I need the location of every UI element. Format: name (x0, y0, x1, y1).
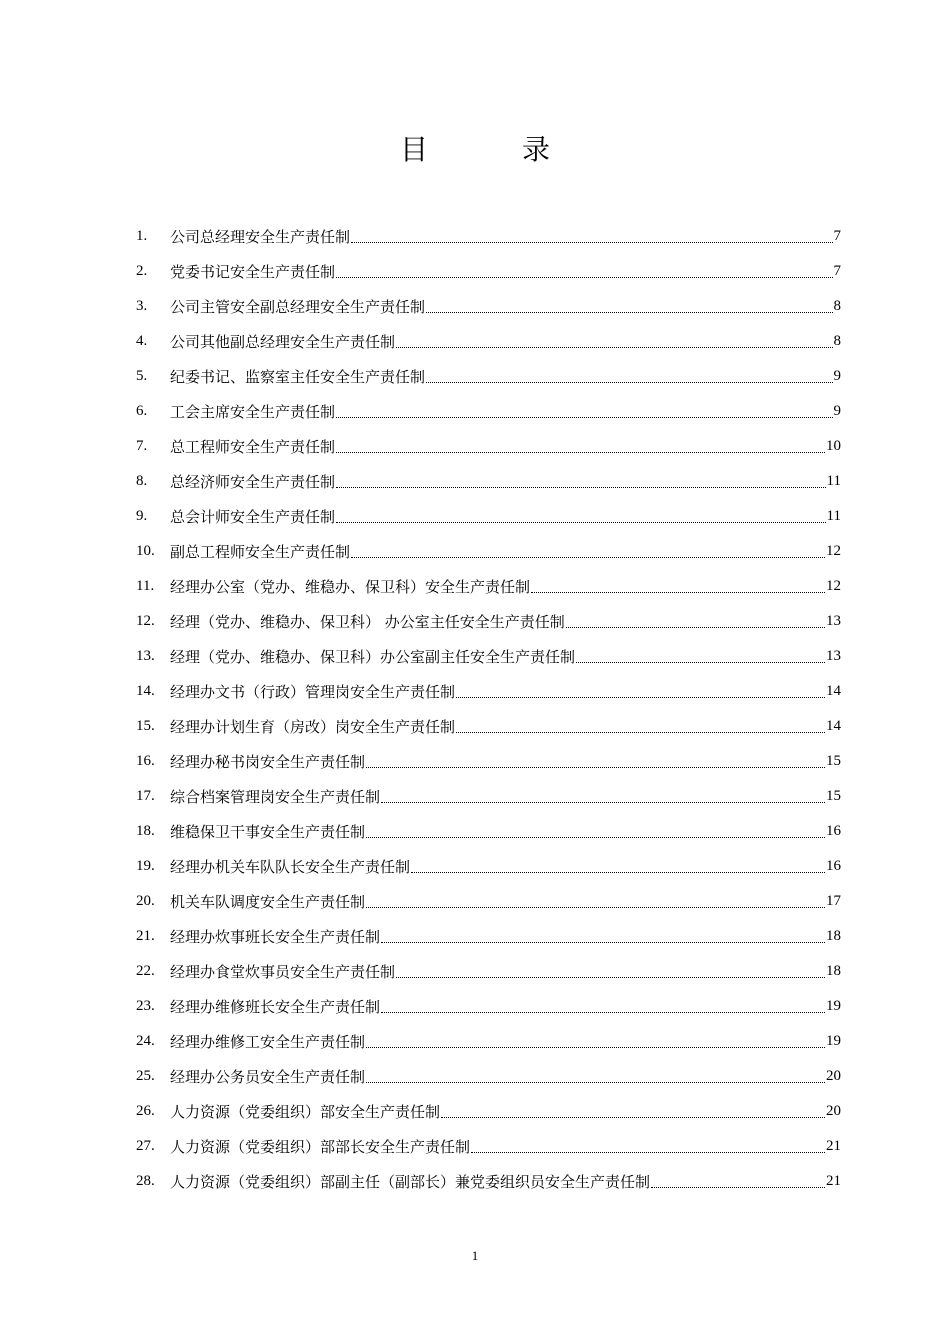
toc-entry-page: 9 (833, 368, 841, 384)
toc-dot-leader (336, 464, 826, 499)
toc-entry[interactable] (136, 359, 841, 394)
toc-entry-number: 16. (136, 753, 155, 769)
toc-dot-leader (566, 604, 825, 639)
toc-entry-number: 17. (136, 788, 155, 804)
toc-entry-title: 经理（党办、维稳办、保卫科）办公室副主任安全生产责任制 (170, 648, 576, 666)
toc-entry[interactable] (136, 884, 841, 919)
toc-dot-leader (381, 779, 825, 814)
toc-entry-number: 13. (136, 648, 155, 664)
toc-entry[interactable] (136, 254, 841, 289)
toc-entry-title: 经理（党办、维稳办、保卫科） 办公室主任安全生产责任制 (170, 613, 565, 631)
toc-entry-number: 22. (136, 963, 155, 979)
toc-entry[interactable] (136, 499, 841, 534)
toc-entry-page: 14 (826, 683, 841, 699)
toc-entry-title: 公司其他副总经理安全生产责任制 (170, 333, 396, 351)
toc-entry-page: 13 (826, 613, 841, 629)
toc-entry-page: 14 (826, 718, 841, 734)
toc-entry[interactable] (136, 1129, 841, 1164)
toc-dot-leader (651, 1164, 825, 1199)
toc-entry[interactable] (136, 954, 841, 989)
toc-dot-leader (351, 219, 832, 254)
toc-entry[interactable] (136, 814, 841, 849)
toc-entry-number: 6. (136, 403, 148, 419)
toc-entry[interactable] (136, 324, 841, 359)
toc-dot-leader (456, 674, 825, 709)
toc-entry-title: 公司总经理安全生产责任制 (170, 228, 351, 246)
toc-entry-page: 21 (826, 1138, 841, 1154)
toc-entry-page: 7 (833, 228, 841, 244)
toc-entry-title: 副总工程师安全生产责任制 (170, 543, 351, 561)
toc-entry-page: 16 (826, 823, 841, 839)
toc-entry-number: 21. (136, 928, 155, 944)
toc-entry-page: 17 (826, 893, 841, 909)
toc-entry-title: 工会主席安全生产责任制 (170, 403, 336, 421)
toc-title-right: 录 (522, 133, 551, 166)
toc-entry-number: 14. (136, 683, 155, 699)
toc-entry-number: 1. (136, 228, 148, 244)
toc-entry-title: 经理办维修班长安全生产责任制 (170, 998, 381, 1016)
toc-entry-title: 经理办秘书岗安全生产责任制 (170, 753, 366, 771)
toc-entry-title: 总会计师安全生产责任制 (170, 508, 336, 526)
toc-dot-leader (576, 639, 825, 674)
toc-title-left: 目 (399, 133, 428, 166)
toc-entry[interactable] (136, 569, 841, 604)
table-of-contents (136, 219, 841, 1199)
toc-entry-page: 19 (826, 1033, 841, 1049)
toc-entry-page: 10 (826, 438, 841, 454)
toc-entry-number: 4. (136, 333, 148, 349)
toc-entry[interactable] (136, 1059, 841, 1094)
toc-entry-page: 11 (826, 473, 841, 489)
toc-entry[interactable] (136, 289, 841, 324)
toc-entry-title: 纪委书记、监察室主任安全生产责任制 (170, 368, 426, 386)
toc-entry[interactable] (136, 779, 841, 814)
toc-dot-leader (381, 919, 825, 954)
toc-entry[interactable] (136, 394, 841, 429)
toc-entry-number: 28. (136, 1173, 155, 1189)
toc-entry[interactable] (136, 674, 841, 709)
toc-entry-number: 20. (136, 893, 155, 909)
toc-entry-page: 15 (826, 788, 841, 804)
toc-entry-page: 11 (826, 508, 841, 524)
toc-dot-leader (336, 394, 832, 429)
toc-entry-page: 20 (826, 1103, 841, 1119)
toc-dot-leader (426, 359, 832, 394)
toc-dot-leader (471, 1129, 825, 1164)
toc-entry-title: 经理办维修工安全生产责任制 (170, 1033, 366, 1051)
toc-entry-title: 经理办文书（行政）管理岗安全生产责任制 (170, 683, 456, 701)
toc-entry[interactable] (136, 709, 841, 744)
toc-entry-title: 维稳保卫干事安全生产责任制 (170, 823, 366, 841)
toc-entry-title: 总工程师安全生产责任制 (170, 438, 336, 456)
toc-entry-page: 19 (826, 998, 841, 1014)
toc-dot-leader (336, 499, 826, 534)
toc-entry[interactable] (136, 1164, 841, 1199)
toc-entry-number: 3. (136, 298, 148, 314)
toc-entry-title: 公司主管安全副总经理安全生产责任制 (170, 298, 426, 316)
toc-entry-title: 人力资源（党委组织）部副主任（副部长）兼党委组织员安全生产责任制 (170, 1173, 651, 1191)
toc-entry[interactable] (136, 219, 841, 254)
toc-dot-leader (396, 954, 825, 989)
toc-entry-page: 21 (826, 1173, 841, 1189)
toc-dot-leader (351, 534, 825, 569)
toc-entry[interactable] (136, 464, 841, 499)
toc-dot-leader (336, 254, 832, 289)
toc-entry-number: 15. (136, 718, 155, 734)
toc-entry-number: 25. (136, 1068, 155, 1084)
toc-entry[interactable] (136, 1024, 841, 1059)
toc-entry[interactable] (136, 639, 841, 674)
toc-dot-leader (411, 849, 825, 884)
toc-entry-number: 5. (136, 368, 148, 384)
page-number: 1 (471, 1248, 479, 1263)
toc-entry-number: 24. (136, 1033, 155, 1049)
toc-entry-title: 经理办公务员安全生产责任制 (170, 1068, 366, 1086)
toc-entry-title: 人力资源（党委组织）部安全生产责任制 (170, 1103, 441, 1121)
toc-entry-number: 9. (136, 508, 148, 524)
toc-dot-leader (366, 744, 825, 779)
toc-dot-leader (366, 1024, 825, 1059)
toc-entry-page: 15 (826, 753, 841, 769)
toc-entry-number: 2. (136, 263, 148, 279)
toc-entry-page: 18 (826, 963, 841, 979)
toc-entry-title: 人力资源（党委组织）部部长安全生产责任制 (170, 1138, 471, 1156)
toc-entry-number: 27. (136, 1138, 155, 1154)
toc-entry-title: 经理办公室（党办、维稳办、保卫科）安全生产责任制 (170, 578, 531, 596)
toc-entry-number: 12. (136, 613, 155, 629)
toc-entry[interactable] (136, 919, 841, 954)
toc-dot-leader (456, 709, 825, 744)
toc-entry-title: 总经济师安全生产责任制 (170, 473, 336, 491)
toc-entry-title: 机关车队调度安全生产责任制 (170, 893, 366, 911)
toc-entry-page: 9 (833, 403, 841, 419)
toc-entry-number: 11. (136, 578, 155, 594)
toc-dot-leader (441, 1094, 825, 1129)
toc-entry-number: 19. (136, 858, 155, 874)
toc-entry[interactable] (136, 534, 841, 569)
toc-dot-leader (396, 324, 832, 359)
toc-entry[interactable] (136, 1094, 841, 1129)
toc-entry-number: 18. (136, 823, 155, 839)
toc-dot-leader (366, 814, 825, 849)
toc-entry-page: 8 (833, 298, 841, 314)
toc-entry-number: 7. (136, 438, 148, 454)
toc-dot-leader (336, 429, 825, 464)
toc-entry-number: 23. (136, 998, 155, 1014)
toc-entry-page: 13 (826, 648, 841, 664)
toc-entry-title: 综合档案管理岗安全生产责任制 (170, 788, 381, 806)
toc-dot-leader (366, 884, 825, 919)
toc-title (0, 130, 950, 170)
toc-entry[interactable] (136, 989, 841, 1024)
toc-entry-number: 10. (136, 543, 155, 559)
toc-entry[interactable] (136, 429, 841, 464)
toc-entry-title: 经理办机关车队队长安全生产责任制 (170, 858, 411, 876)
toc-entry[interactable] (136, 744, 841, 779)
toc-entry-title: 经理办炊事班长安全生产责任制 (170, 928, 381, 946)
toc-entry-page: 12 (826, 578, 841, 594)
toc-dot-leader (366, 1059, 825, 1094)
toc-entry-page: 20 (826, 1068, 841, 1084)
toc-entry-title: 党委书记安全生产责任制 (170, 263, 336, 281)
toc-entry-page: 12 (826, 543, 841, 559)
toc-entry-page: 16 (826, 858, 841, 874)
toc-entry[interactable] (136, 849, 841, 884)
toc-entry-title: 经理办计划生育（房改）岗安全生产责任制 (170, 718, 456, 736)
toc-entry-page: 8 (833, 333, 841, 349)
toc-entry-number: 26. (136, 1103, 155, 1119)
toc-entry-number: 8. (136, 473, 148, 489)
toc-entry[interactable] (136, 604, 841, 639)
toc-dot-leader (381, 989, 825, 1024)
toc-dot-leader (531, 569, 825, 604)
toc-dot-leader (426, 289, 832, 324)
toc-entry-page: 18 (826, 928, 841, 944)
toc-entry-title: 经理办食堂炊事员安全生产责任制 (170, 963, 396, 981)
toc-entry-page: 7 (833, 263, 841, 279)
